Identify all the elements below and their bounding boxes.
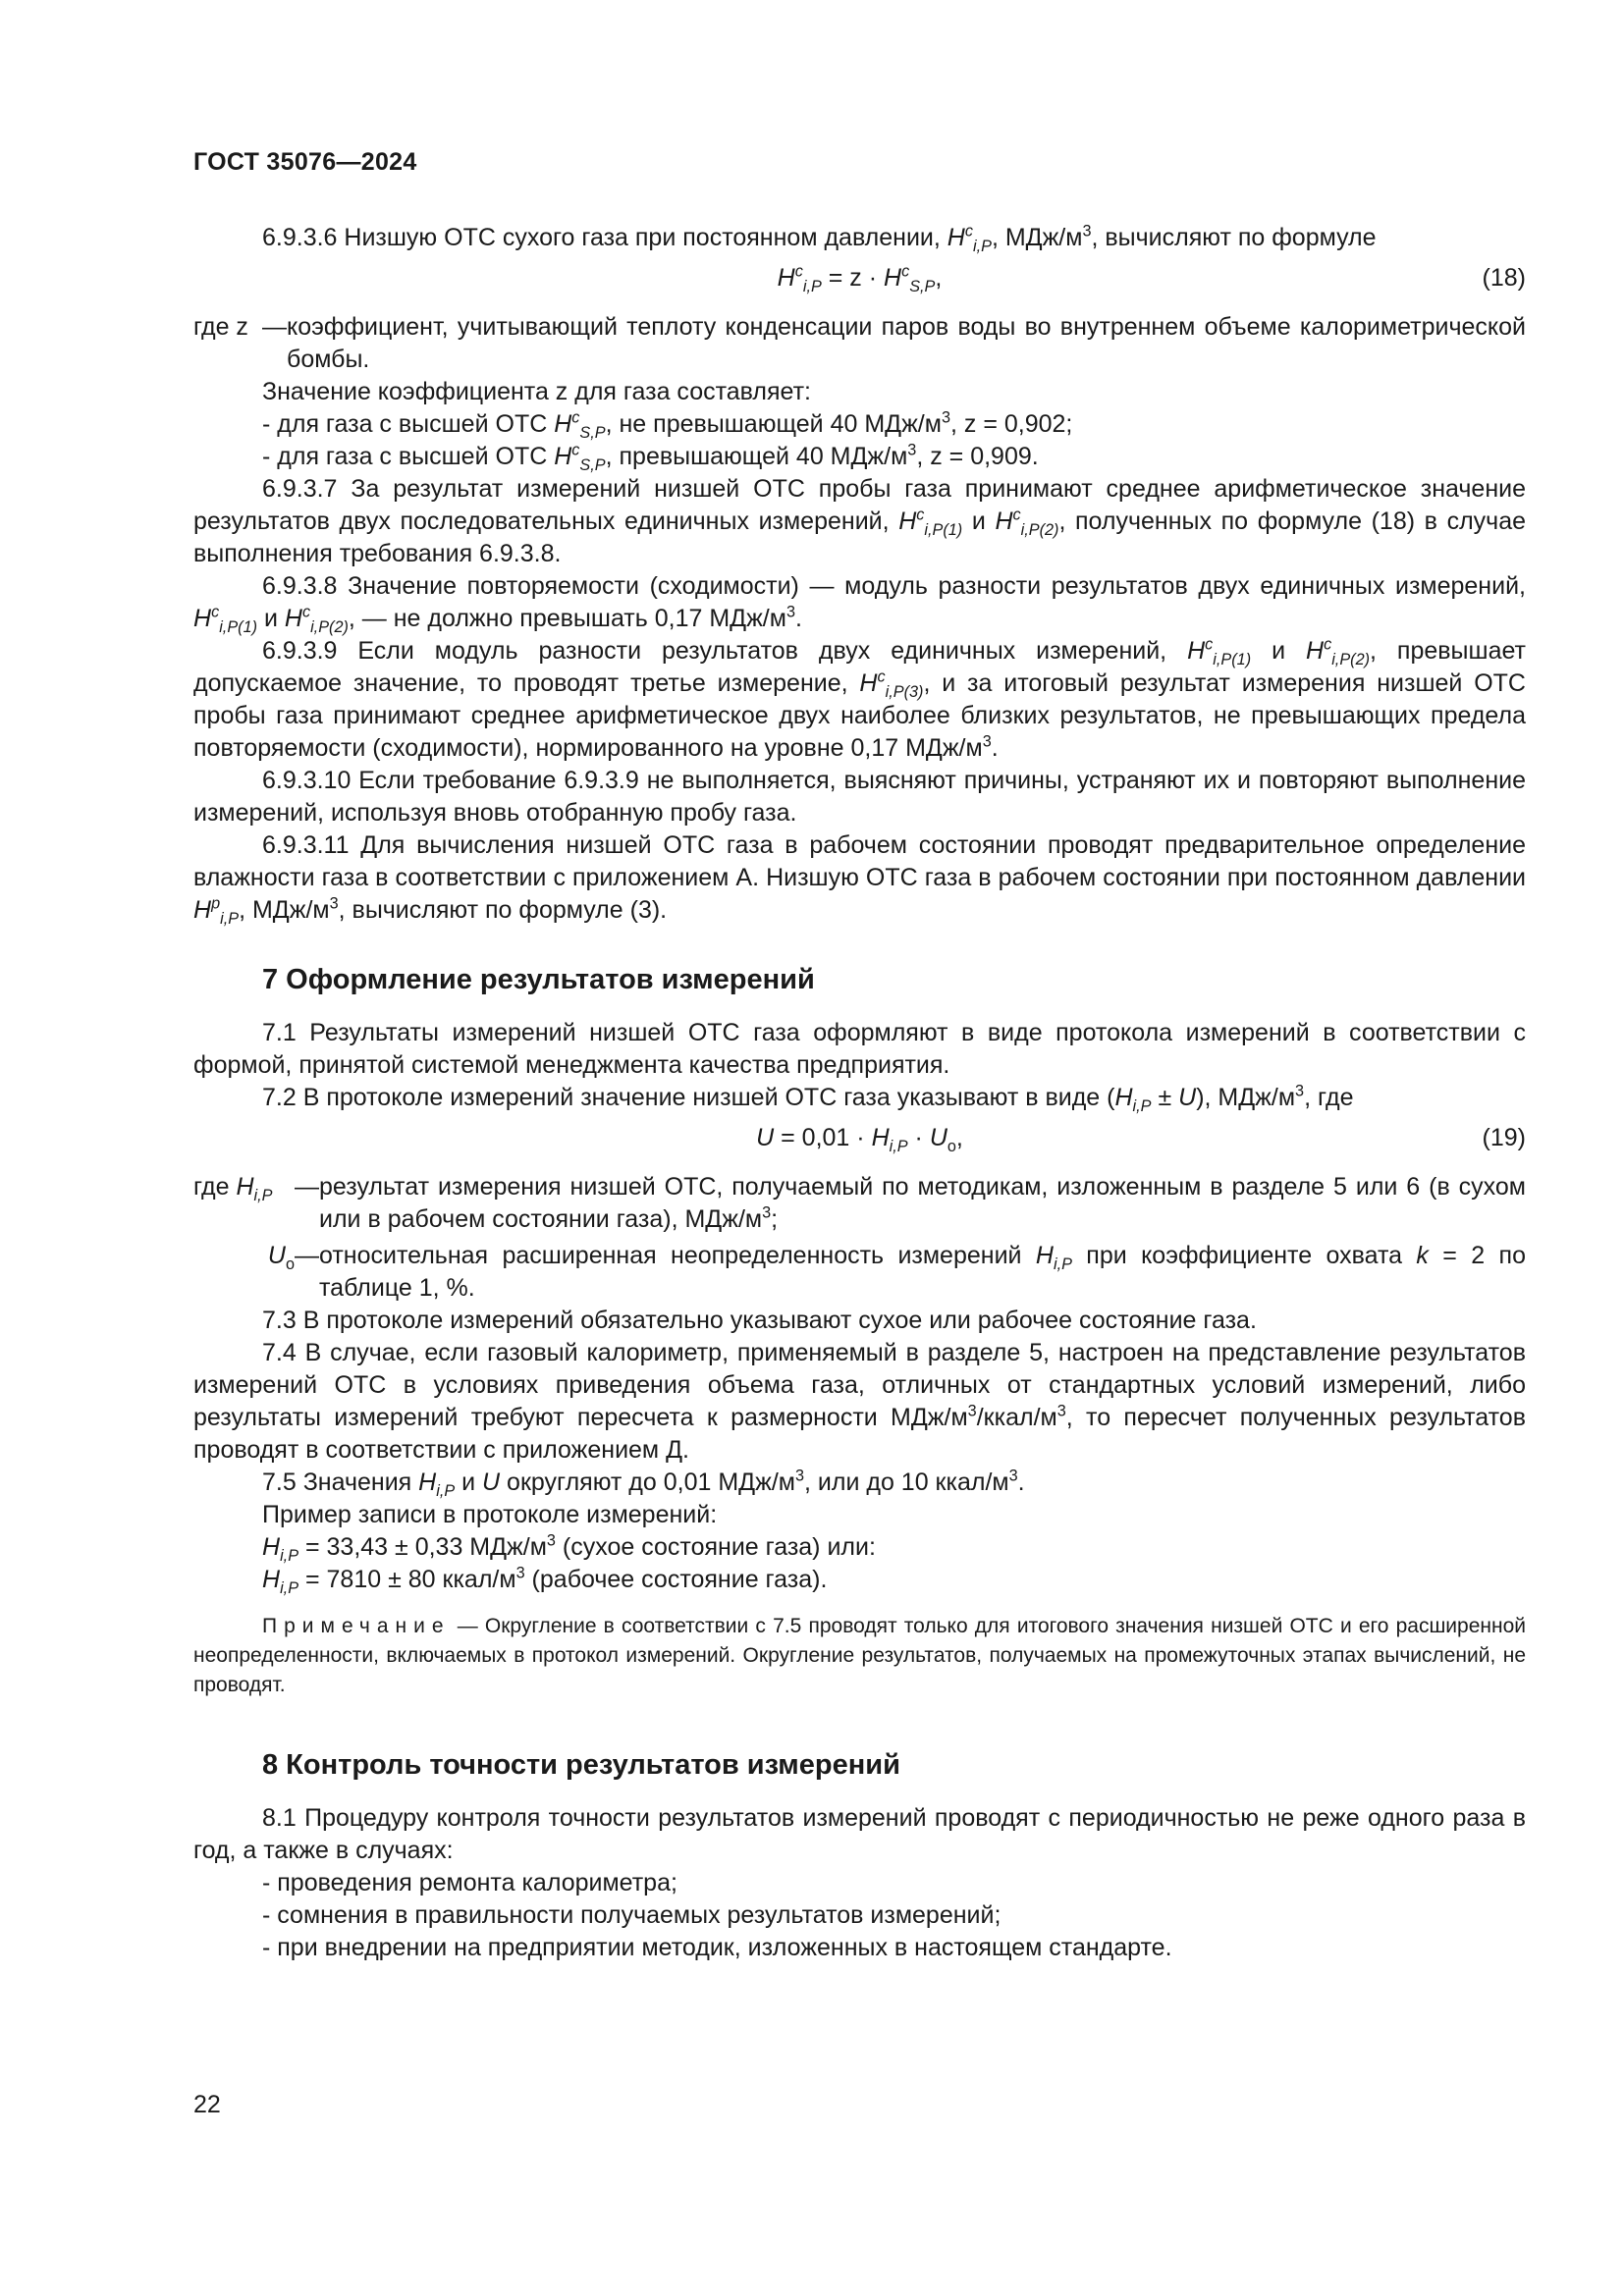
paragraph-7-2: 7.2 В протоколе измерений значение низшей ОТС газа указывают в виде $(H_{i,P} \pm U)$, МДж/$м^3$, где <box>262 1082 1354 1115</box>
paragraph-8-1: 8.1 Процедуру контроля точности результатов измерений проводят с периодичностью не реже одного раза в год, а также в случаях: <box>193 1804 1526 1864</box>
note: Примечание — Округление в соответствии с 7.5 проводят только для итогового значения низшей ОТС и его расширенной неопределенности, включаемых в протокол измерений. Округление результатов, получаемых на промежуточных этапах вычислений, не проводят. <box>193 1615 1526 1696</box>
section-7-heading: 7 Оформление результатов измерений <box>262 964 815 995</box>
paragraph-6-9-3-9: 6.9.3.9 Если модуль разности результатов двух единичных измерений, $H^c_{i,P(1)}$ и $H^c_{i,P(2)}$, превышает допускаемое значение, то проводят третье измерение, $H^c_{i,P(3)}$, и за итоговый результат измерения низшей ОТС пробы газа принимают среднее арифметическое двух наиболее близких результатов, не превышающих предела повторяемости (сходимости), нормированного на уровне 0,17 МДж/$м^3$. <box>193 635 1526 762</box>
paragraph-6-9-3-11: 6.9.3.11 Для вычисления низшей ОТС газа в рабочем состоянии проводят предварительное определение влажности газа в соответствии с приложением А. Низшую ОТС газа в рабочем состоянии при постоянном давлении $H^р_{i,P}$, МДж/$м^3$, вычисляют по формуле (3). <box>193 831 1526 928</box>
formula-number: (18) <box>1482 264 1526 292</box>
paragraph-6-9-3-8: 6.9.3.8 Значение повторяемости (сходимости) — модуль разности результатов двух единичных измерений, $H^c_{i,P(1)}$ и $H^c_{i,P(2)}$, — не должно превышать 0,17 МДж/$м^3$. <box>193 572 1526 636</box>
example-line-2: $H_{i,P} = 7810 \pm 80$ ккал/$м^3$ (рабочее состояние газа). <box>262 1564 828 1597</box>
formula-18: $H^c_{i,P} = z \cdot H^c_{S,P}$, (18) <box>193 254 1526 301</box>
where-z: где z — коэффициент, учитывающий теплоту конденсации паров воды во внутреннем объеме калориметрической бомбы. <box>193 313 1526 373</box>
paragraph-6-9-3-7: 6.9.3.7 За результат измерений низшей ОТС пробы газа принимают среднее арифметическое значение результатов двух последовательных единичных измерений, $H^c_{i,P(1)}$ и $H^c_{i,P(2)}$, полученных по формуле (18) в случае выполнения требования 6.9.3.8. <box>193 475 1527 567</box>
formula-19: $U = 0,01 \cdot H_{i,P} \cdot U_о$, (19) <box>193 1114 1526 1161</box>
formula-number: (19) <box>1482 1124 1526 1151</box>
list-item: - при внедрении на предприятии методик, изложенных в настоящем стандарте. <box>262 1934 1172 1961</box>
z-intro: Значение коэффициента z для газа составляет: <box>262 378 811 405</box>
paragraph-7-4: 7.4 В случае, если газовый калориметр, применяемый в разделе 5, настроен на представление результатов измерений ОТС в условиях приведения объема газа, отличных от стандартных условий измерений, либо результаты измерений требуют пересчета к размерности МДж/$м^3/ккал/м^3$, то пересчет полученных результатов проводят в соответствии с приложением Д. <box>193 1339 1526 1464</box>
z-item-1: - для газа с высшей ОТС $H^c_{S,P}$, не превышающей 40 МДж/$м^3$, z = 0,902; <box>262 408 1073 442</box>
where-u: $U_о$ — относительная расширенная неопределенность измерений $H_{i,P}$ при коэффициенте охвата k = 2 по таблице 1, %. <box>267 1242 1526 1302</box>
paragraph-7-3: 7.3 В протоколе измерений обязательно указывают сухое или рабочее состояние газа. <box>262 1307 1257 1334</box>
paragraph-7-5: 7.5 Значения $H_{i,P}$ и U округляют до 0,01 МДж/$м^3$, или до 10 ккал/$м^3$. <box>262 1467 1025 1500</box>
paragraph-6-9-3-6: 6.9.3.6 Низшую ОТС сухого газа при постоянном давлении, $H^c_{i,P}$, МДж/$м^3$, вычисляют по формуле <box>262 222 1377 255</box>
paragraph-6-9-3-10: 6.9.3.10 Если требование 6.9.3.9 не выполняется, выясняют причины, устраняют их и повторяют выполнение измерений, используя вновь отобранную пробу газа. <box>193 767 1526 827</box>
paragraph-7-1: 7.1 Результаты измерений низшей ОТС газа оформляют в виде протокола измерений в соответствии с формой, принятой системой менеджмента качества предприятия. <box>193 1019 1526 1079</box>
list-item: - проведения ремонта калориметра; <box>262 1869 677 1896</box>
example-line-1: $H_{i,P} = 33,43 \pm 0,33$ МДж/$м^3$ (сухое состояние газа) или: <box>262 1531 876 1565</box>
list-item: - сомнения в правильности получаемых результатов измерений; <box>262 1901 1001 1929</box>
page-number: 22 <box>193 2091 221 2118</box>
note-label: Примечание <box>262 1615 451 1637</box>
section-8-heading: 8 Контроль точности результатов измерений <box>262 1749 900 1781</box>
page-content <box>193 222 1526 1964</box>
example-intro: Пример записи в протоколе измерений: <box>262 1501 718 1528</box>
standard-header: ГОСТ 35076—2024 <box>193 148 417 176</box>
z-item-2: - для газа с высшей ОТС $H^c_{S,P}$, превышающей 40 МДж/$м^3$, z = 0,909. <box>262 441 1039 474</box>
where-h: где $H_{i,P}$ — результат измерения низшей ОТС, получаемый по методикам, изложенным в разделе 5 или 6 (в сухом или в рабочем состоянии газа), МДж/$м^3$; <box>193 1173 1526 1233</box>
